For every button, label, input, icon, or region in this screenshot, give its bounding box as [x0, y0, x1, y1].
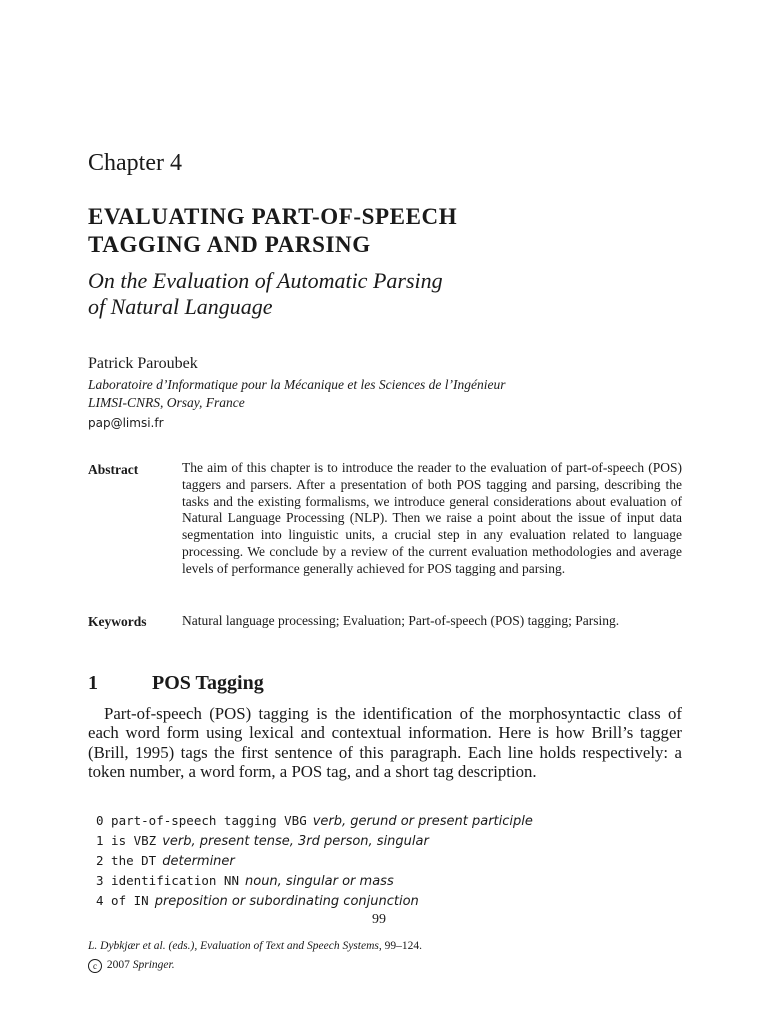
chapter-label: Chapter 4	[88, 150, 182, 176]
section-paragraph: Part-of-speech (POS) tagging is the identification of the morphosyntactic class of each word form using lexical and contextual information. Here is how Brill’s tagger (Brill, 1995) tags the first sentence of this paragraph. Each line holds respectively: a token number, a word form, a POS tag, and a short tag description.	[88, 704, 682, 782]
tag-example-description: verb, gerund or present participle	[312, 814, 533, 829]
tag-example-list	[96, 810, 696, 910]
chapter-subtitle	[88, 268, 708, 320]
affiliation-line-1: Laboratoire d’Informatique pour la Mécanique et les Sciences de l’Ingénieur	[88, 377, 506, 392]
keywords-label: Keywords	[88, 614, 147, 629]
tag-example-row	[96, 870, 696, 890]
affiliation-line-2: LIMSI-CNRS, Orsay, France	[88, 395, 245, 410]
tag-example-row	[96, 810, 696, 830]
tag-example-description: verb, present tense, 3rd person, singular	[162, 834, 429, 849]
tag-example-code: 2 the DT	[96, 853, 157, 868]
citation-pages: 99–124.	[384, 940, 422, 952]
tag-example-code: 1 is VBZ	[96, 833, 157, 848]
copyright-footer	[88, 959, 175, 973]
section-title: POS Tagging	[152, 672, 264, 694]
copyright-year: 2007	[106, 959, 130, 971]
section-heading	[88, 672, 264, 695]
page-number: 99	[372, 912, 386, 927]
keywords-text: Natural language processing; Evaluation; Part-of-speech (POS) tagging; Parsing.	[182, 613, 620, 628]
tag-example-code: 4 of IN	[96, 893, 149, 908]
tag-example-code: 0 part-of-speech tagging VBG	[96, 813, 307, 828]
citation-authors: L. Dybkjær et al. (eds.),	[88, 940, 198, 952]
tag-example-description: noun, singular or mass	[245, 874, 394, 889]
tag-example-row	[96, 850, 696, 870]
citation-footer	[88, 940, 422, 952]
abstract-text: The aim of this chapter is to introduce the reader to the evaluation of part-of-speech (POS) taggers and parsers. After a presentation of both POS tagging and parsing, describing the tasks and the existing formalisms, we introduce general considerations about evaluation of Natural Language Processing (NLP). Then we raise a point about the issue of input data segmentation into linguistic units, a crucial step in any evaluation related to language processing. We conclude by a review of the current evaluation methodologies and average levels of performance generally achieved for POS tagging and parsing.	[182, 460, 682, 576]
tag-example-code: 3 identification NN	[96, 873, 239, 888]
author-name: Patrick Paroubek	[88, 355, 198, 372]
publisher-name: Springer.	[132, 959, 175, 971]
tag-example-description: preposition or subordinating conjunction	[154, 894, 419, 909]
tag-example-row	[96, 890, 696, 910]
chapter-subtitle-line-1: On the Evaluation of Automatic Parsing	[88, 268, 443, 293]
tag-example-description: determiner	[162, 854, 235, 869]
chapter-subtitle-line-2: of Natural Language	[88, 294, 273, 319]
abstract-label: Abstract	[88, 462, 139, 477]
chapter-title-line-2: TAGGING AND PARSING	[88, 232, 371, 257]
citation-title: Evaluation of Text and Speech Systems,	[200, 940, 382, 952]
section-number: 1	[88, 672, 98, 694]
author-email: pap@limsi.fr	[88, 416, 164, 430]
chapter-title	[88, 203, 708, 259]
copyright-icon: c	[88, 959, 102, 973]
tag-example-row	[96, 830, 696, 850]
chapter-title-line-1: EVALUATING PART-OF-SPEECH	[88, 204, 458, 229]
